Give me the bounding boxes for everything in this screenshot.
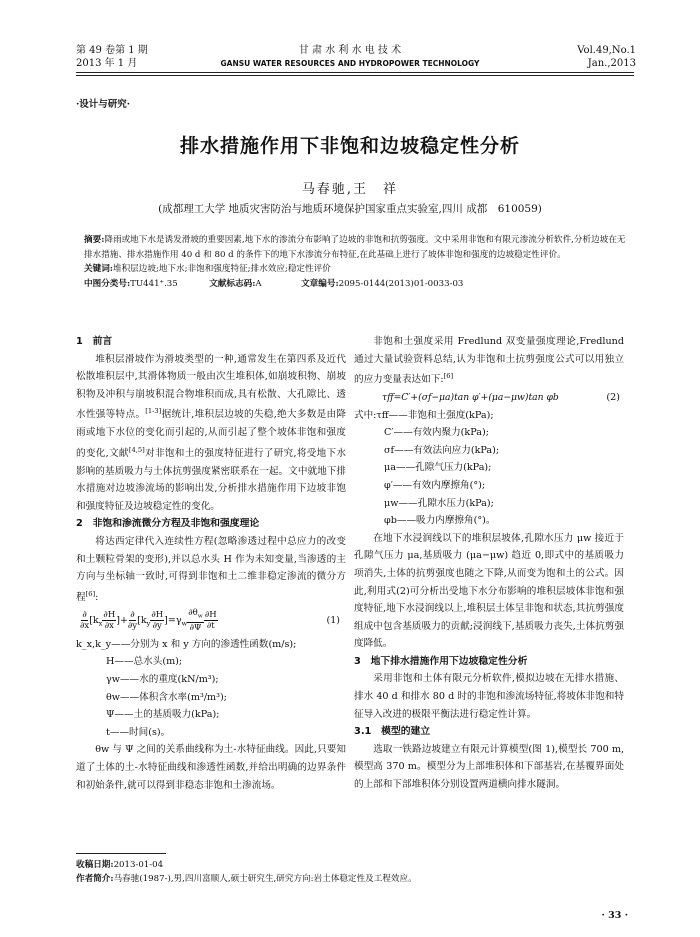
heading-3-1: 3.1 模型的建立 xyxy=(354,726,431,738)
footnote xyxy=(76,858,417,886)
equation-2-number: (2) xyxy=(606,391,620,403)
page-number: · 33 · xyxy=(601,910,628,921)
section2-paragraph: 将达西定律代入连续性方程(忽略渗透过程中总应力的改变和土颗粒骨架的变形),并以总水头 H 作为未知变量,当渗透的主方向与坐标轴一致时,可得到非饱和土二维非稳定渗流的微分方程[6]: xyxy=(76,535,346,603)
model-paragraph: 选取一铁路边坡建立有限元计算模型(图 1),模型长 700 m,模型高 370 m。模型分为上部堆积体和下部基岩,在基覆界面处的上部和下部堆积体分别设置两道横向排水隧洞。 xyxy=(354,743,624,791)
author-bio-label: 作者简介: xyxy=(76,874,114,884)
paper-title: 排水措施作用下非饱和边坡稳定性分析 xyxy=(179,135,520,157)
ref-4-5: [4,5] xyxy=(128,445,145,454)
fredlund-paragraph xyxy=(354,333,624,389)
definition-item: C′——有效内聚力(kPa); xyxy=(384,427,489,439)
definition-item: t——时间(s)。 xyxy=(106,726,171,738)
header-right xyxy=(577,44,636,70)
abstract-label: 摘要: xyxy=(84,235,105,245)
definition-item: k_x,k_y——分别为 x 和 y 方向的渗透性函数(m/s); xyxy=(76,638,297,650)
swcc-paragraph: θw 与 Ψ 之间的关系曲线称为土-水特征曲线。因此,只要知道了土体的土-水特征曲线和渗透性函数,并给出明确的边界条件和初始条件,就可以得到非稳态非饱和土渗流场。 xyxy=(76,744,346,791)
section2-text: 将达西定律代入连续性方程(忽略渗透过程中总应力的改变和土颗粒骨架的变形),并以总水头 H 作为未知变量,当渗透的主方向与坐标轴一致时,可得到非饱和土二维非稳定渗流的微分方程 xyxy=(76,535,346,603)
keywords xyxy=(84,262,626,277)
clc-value: TU441⁺.35 xyxy=(130,278,178,289)
equation-1-body: $\frac{\partial}{\partial x}$ [$k_x$ $\frac{\partial H}{\partial x}$ ]+ $\frac{\partial}{\partial y}$ [$k_y$ $\frac{\partial H}{\partial y}$ ]$=\gamma_w$ $\frac{\partial\theta_w}{\partial\Psi}$ $\frac{\partial H}{\partial t}$ xyxy=(80,608,217,634)
equation-2-definitions xyxy=(354,407,624,530)
received-label: 收稿日期: xyxy=(76,860,114,870)
definition-item: Ψ——土的基质吸力(kPa); xyxy=(106,709,220,721)
doc-code-value: A xyxy=(255,278,262,289)
equation-1 xyxy=(76,606,346,635)
definition-item: H——总水头(m); xyxy=(106,656,183,668)
heading-3: 3 地下排水措施作用下边坡稳定性分析 xyxy=(354,655,528,667)
author-bio-text: 马春驰(1987-),男,四川富顺人,硕士研究生,研究方向:岩土体稳定性及工程效应。 xyxy=(113,874,417,884)
keywords-label: 关键词: xyxy=(84,264,113,274)
intro-text-a: 堆积层滑坡作为滑坡类型的一种,通常发生在第四系及近代松散堆积层中,其滑体物质一般由次生堆积体,如崩坡积物、崩坡积物及冲积与崩坡积混合物堆积而成,具有松散、大孔隙比、透水性强等特点。 xyxy=(76,353,346,421)
affiliation: (成都理工大学 地质灾害防治与地质环境保护国家重点实验室,四川 成都 610059) xyxy=(158,203,542,215)
definition-item: θw——体积含水率(m³/m³); xyxy=(106,691,227,703)
definition-item: 式中:τff——非饱和土强度(kPa); xyxy=(354,409,494,421)
right-column xyxy=(354,333,624,794)
intro-text-c: 对非饱和土的强度特征进行了研究,将受地下水影响的基质吸力与土体抗剪强度紧密联系在一起。文中就地下排水措施对边坡渗流场的影响出发,分析排水措施作用下边坡非饱和强度特征及边坡稳定性的变化。 xyxy=(76,447,346,512)
intro-paragraph xyxy=(76,351,346,516)
received-date xyxy=(76,858,417,872)
article-number-value: 2095-0144(2013)01-0033-03 xyxy=(338,278,464,289)
definition-item: γw——水的重度(kN/m³); xyxy=(106,673,219,685)
definition-item: σf——有效法向应力(kPa); xyxy=(384,444,500,456)
groundwater-paragraph: 在地下水浸润线以下的堆积层坡体,孔隙水压力 μw 接近于孔隙气压力 μa,基质吸力 (μa−μw) 趋近 0,即式中的基质吸力项消失,土体的抗剪强度也随之下降,从而变为饱和土的公式。因此,利用式(2)可分析出受地下水分布影响的堆积层坡体非饱和强度特征,地下水浸润线以上,堆积层土体呈非饱和状态,其抗剪强度组成中包含基质吸力的贡献;浸润线下,基质吸力丧失,土体抗剪强度降低。 xyxy=(354,532,624,650)
doc-code-label: 文献标志码: xyxy=(209,278,256,289)
definition-item: μw——孔隙水压力(kPa); xyxy=(384,497,494,509)
date-cn: 2013 年 1 月 xyxy=(76,58,138,69)
abstract-block xyxy=(84,233,626,291)
definition-item: φ′——有效内摩擦角(°); xyxy=(384,479,486,491)
section3-paragraph: 采用非饱和土体有限元分析软件,模拟边坡在无排水措施、排水 40 d 和排水 80 d 时的非饱和渗流场特征,将坡体非饱和特征导入改进的极限平衡法进行稳定性计算。 xyxy=(354,673,624,720)
abstract-text: 降雨或地下水是诱发滑坡的重要因素,地下水的渗流分布影响了边坡的非饱和抗剪强度。文中采用非饱和有限元渗流分析软件,分析边坡在无排水措施、排水措施作用 40 d 和 80 d 的条件下的地下水渗流分布特征,在此基础上进行了坡体非饱和强度的边坡稳定性评价。 xyxy=(84,235,626,260)
definition-item: φb——吸力内摩擦角(°)。 xyxy=(384,515,496,527)
clc-label: 中图分类号: xyxy=(84,278,131,289)
volume-issue-cn: 第 49 卷第 1 期 xyxy=(76,45,148,56)
volume-issue-en: Vol.49,No.1 xyxy=(577,45,636,56)
definition-item: μa——孔隙气压力(kPa); xyxy=(384,462,492,474)
date-en: Jan.,2013 xyxy=(587,58,636,69)
equation-2 xyxy=(354,389,624,407)
journal-name-cn: 甘 肃 水 利 水 电 技 术 xyxy=(298,45,402,56)
ref-6b: [6] xyxy=(443,372,454,381)
equation-1-number: (1) xyxy=(326,615,340,627)
footnote-rule xyxy=(76,853,166,854)
intro-text-b: 据统计,堆积层边坡的失稳,绝大多数是由降雨或地下水位的变化而引起的,从而引起了整个坡体非饱和强度的变化,文献 xyxy=(76,409,346,459)
journal-name-en: GANSU WATER RESOURCES AND HYDROPOWER TECHNOLOGY xyxy=(220,59,480,68)
equation-1-definitions xyxy=(76,636,346,742)
authors: 马春驰,王 祥 xyxy=(301,182,399,197)
heading-2: 2 非饱和渗流微分方程及非饱和强度理论 xyxy=(76,518,260,530)
article-number-label: 文章编号: xyxy=(301,278,339,289)
keywords-text: 堆积层边坡;地下水;非饱和强度特征;排水效应;稳定性评价 xyxy=(112,264,331,274)
fredlund-text: 非饱和土强度采用 Fredlund 双变量强度理论,Fredlund 通过大量试验资料总结,认为非饱和土抗剪强度公式可以用独立的应力变量表达如下: xyxy=(354,336,624,386)
received-value: 2013-01-04 xyxy=(113,860,164,870)
section-tag: ·设计与研究· xyxy=(76,99,131,110)
left-column xyxy=(76,333,346,794)
heading-1: 1 前言 xyxy=(76,336,113,347)
ref-6: [6] xyxy=(85,589,96,598)
ref-1-3: [1-3] xyxy=(145,407,162,416)
author-bio xyxy=(76,872,417,886)
classification-line xyxy=(84,277,626,292)
header-rule-thin xyxy=(76,75,634,76)
abstract xyxy=(84,233,626,262)
header-rule-thick xyxy=(76,72,634,73)
equation-2-body: τff=C′+(σf−μa)tan φ′+(μa−μw)tan φb xyxy=(382,391,559,403)
